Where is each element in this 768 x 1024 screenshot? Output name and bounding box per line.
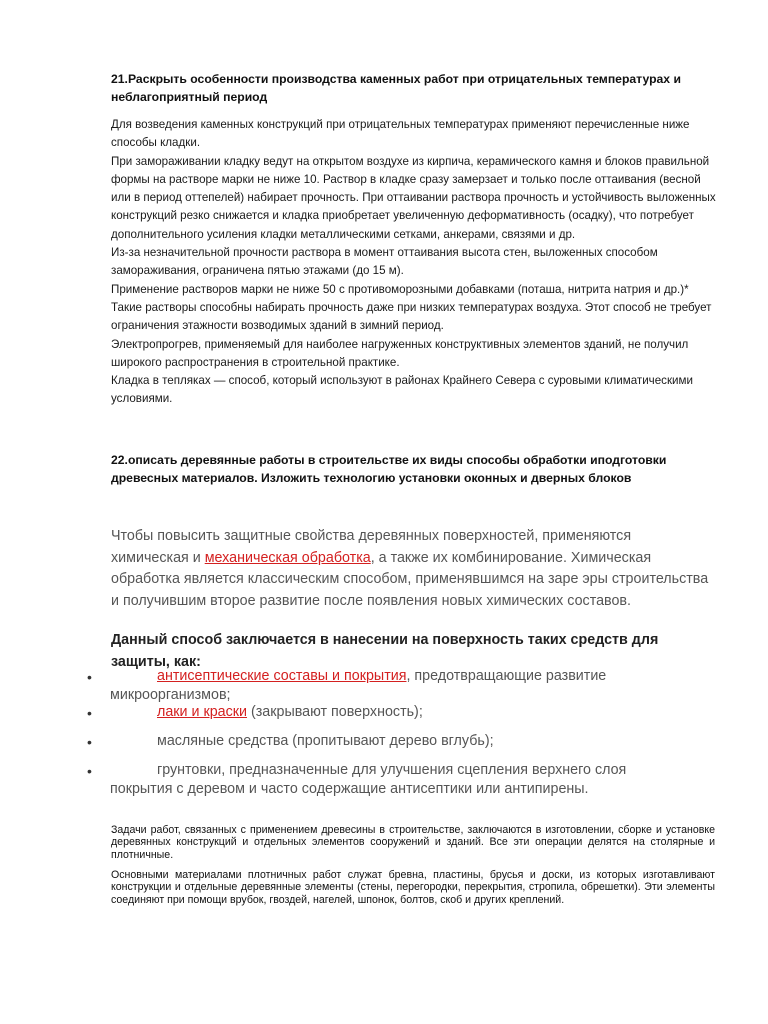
list-item-label: грунтовки, предназначенные для улучшения сцепления верхнего слоя: [157, 762, 627, 778]
paragraph: Кладка в тепляках — способ, который используют в районах Крайнего Севера с суровыми климатическими условиями.: [111, 374, 693, 406]
bullet-icon: •: [87, 669, 92, 685]
list-item-text: масляные средства (пропитывают дерево вглубь);: [157, 733, 494, 749]
bullet-icon: •: [87, 734, 92, 750]
list-item-text: [157, 703, 627, 722]
list-item-text: [110, 761, 637, 799]
intro-text: Чтобы повысить защитные свойства деревянных поверхностей, применяются химическая и: [111, 528, 632, 566]
section-22-heading: 22.описать деревянные работы в строительстве их виды способы обработки иподготовки древесных материалов. Изложить технологию установки оконных и дверных блоков: [111, 453, 667, 485]
paragraph: Электропрогрев, применяемый для наиболее нагруженных конструктивных элементов зданий, не получил широкого распространения в строительной практике.: [111, 337, 689, 369]
lacquer-paint-link[interactable]: лаки и краски: [157, 704, 248, 720]
intro-text-continued: , а также их комбинирование. Химическая обработка является классическим способом, применявшимся на заре эры строительства и получившим второе развитие после появления новых химических составов.: [111, 549, 709, 609]
protection-methods-intro: Данный способ заключается в нанесении на поверхность таких средств для защиты, как:: [111, 632, 659, 670]
carpentry-materials-paragraph: Основными материалами плотничных работ служат бревна, пластины, брусья и доски, из которых изготавливают конструкции и отдельные деревянные элементы (стены, перегородки, перекрытия, стропила, обрешетки). Эти элементы соединяют при помощи врубок, гвоздей, нагелей, шпонок, болтов, скоб и других креплений.: [111, 869, 715, 906]
paragraph: При замораживании кладку ведут на открытом воздухе из кирпича, керамического камня и блоков правильной формы на растворе марки не ниже 10. Раствор в кладке сразу замерзает и только после оттаивания (весной или в период оттепелей) набирает прочность. При оттаивании раствора прочность и устойчивость выложенных конструкций резко снижается и кладка приобретает увеличенную деформативность (осадку), что потребует дополнительного усиления кладки металлическими сетками, анкерами, связями и др.: [111, 154, 716, 241]
antiseptic-link[interactable]: антисептические составы и покрытия: [157, 668, 407, 684]
intro-paragraph: [111, 526, 711, 612]
bullet-icon: •: [87, 705, 92, 721]
list-item-continuation: микроорганизмов;: [110, 687, 231, 703]
list-item-label: , предотвращающие развитие: [406, 668, 607, 684]
list-item-label: (закрывают поверхность);: [247, 704, 423, 720]
paragraph: Из-за незначительной прочности раствора в момент оттаивания высота стен, выложенных способом замораживания, ограничена пятью этажами (до 15 м).: [111, 246, 658, 278]
bullet-icon: •: [87, 763, 92, 779]
paragraph: Для возведения каменных конструкций при отрицательных температурах применяют перечисленные ниже способы кладки.: [111, 118, 690, 150]
section-21-body: [111, 116, 717, 409]
section-22-intro: [111, 526, 711, 612]
list-item-continuation: покрытия с деревом и часто содержащие антисептики или антипирены.: [110, 781, 589, 797]
woodwork-tasks-paragraph: Задачи работ, связанных с применением древесины в строительстве, заключаются в изготовлении, сборке и установке деревянных конструкций и отдельных элементов сооружений и зданий. Все эти операции делятся на столярные и плотничные.: [111, 824, 715, 861]
paragraph: Применение растворов марки не ниже 50 с противоморозными добавками (поташа, нитрита натрия и др.)* Такие растворы способны набирать прочность даже при низких температурах воздуха. Этот способ не требует ограничения этажности возводимых зданий в зимний период.: [111, 282, 712, 333]
section-21-heading: 21.Раскрыть особенности производства каменных работ при отрицательных температурах и неблагоприятный период: [111, 72, 681, 104]
mechanical-processing-link[interactable]: механическая обработка: [204, 549, 371, 566]
list-item-text: [110, 667, 627, 705]
